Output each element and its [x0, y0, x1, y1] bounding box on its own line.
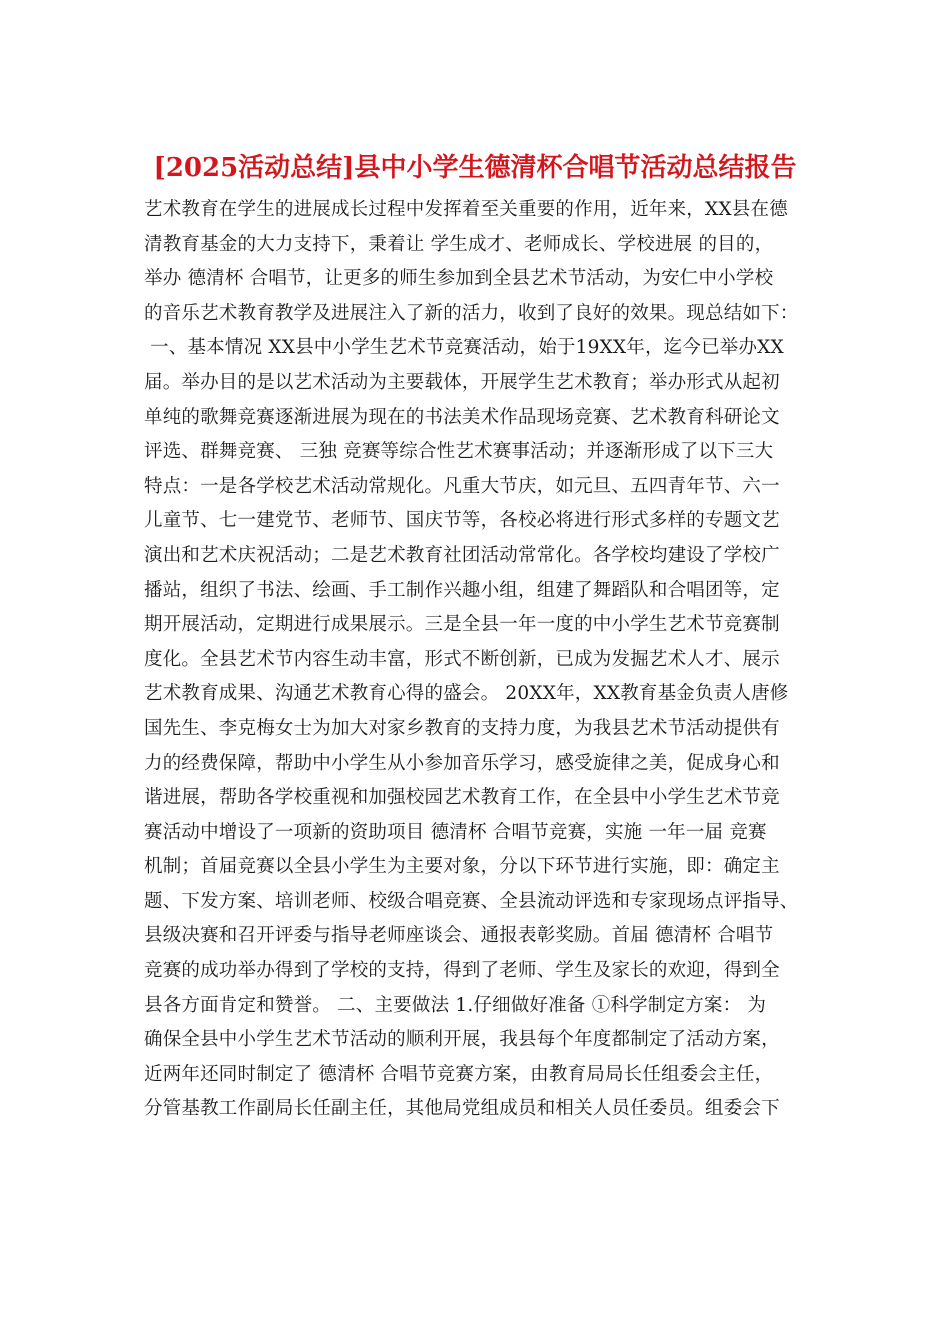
- body-line: 的音乐艺术教育教学及进展注入了新的活力，收到了良好的效果。现总结如下：: [144, 302, 799, 324]
- body-line: 竞赛的成功举办得到了学校的支持，得到了老师、学生及家长的欢迎，得到全: [144, 960, 780, 982]
- body-line: 分管基教工作副局长任副主任，其他局党组成员和相关人员任委员。组委会下: [144, 1098, 780, 1120]
- body-line: 艺术教育在学生的进展成长过程中发挥着至关重要的作用，近年来，XX县在德: [144, 199, 788, 220]
- document-body: [144, 193, 824, 1127]
- body-line: 举办 德清杯 合唱节，让更多的师生参加到全县艺术节活动，为安仁中小学校: [144, 268, 774, 290]
- body-line: 特点：一是各学校艺术活动常规化。凡重大节庆，如元旦、五四青年节、六一: [144, 475, 780, 497]
- body-line: 儿童节、七一建党节、老师节、国庆节等，各校必将进行形式多样的专题文艺: [144, 510, 780, 532]
- body-line: 演出和艺术庆祝活动；二是艺术教育社团活动常常化。各学校均建设了学校广: [144, 544, 780, 566]
- body-line: 县各方面肯定和赞誉。 二、主要做法 1.仔细做好准备 ①科学制定方案： 为: [144, 994, 767, 1016]
- body-line: 国先生、李克梅女士为加大对家乡教育的支持力度，为我县艺术节活动提供有: [144, 717, 780, 739]
- body-line: 清教育基金的大力支持下，秉着让 学生成才、老师成长、学校进展 的目的，: [144, 233, 774, 255]
- body-line: 艺术教育成果、沟通艺术教育心得的盛会。 20XX年，XX教育基金负责人唐修: [144, 683, 789, 705]
- body-line: 评选、群舞竞赛、 三独 竞赛等综合性艺术赛事活动；并逐渐形成了以下三大: [144, 441, 774, 463]
- body-line: 一、基本情况 XX县中小学生艺术节竞赛活动，始于19XX年，迄今已举办XX: [144, 337, 784, 359]
- body-line: 机制；首届竞赛以全县小学生为主要对象，分以下环节进行实施，即：确定主: [144, 856, 780, 878]
- body-line: 播站，组织了书法、绘画、手工制作兴趣小组，组建了舞蹈队和合唱团等，定: [144, 579, 780, 601]
- body-line: 近两年还同时制定了 德清杯 合唱节竞赛方案，由教育局局长任组委会主任，: [144, 1063, 774, 1085]
- document-title: [2025活动总结]县中小学生德清杯合唱节活动总结报告: [153, 153, 797, 183]
- body-line: 力的经费保障，帮助中小学生从小参加音乐学习，感受旋律之美，促成身心和: [144, 752, 780, 774]
- body-line: 赛活动中增设了一项新的资助项目 德清杯 合唱节竞赛，实施 一年一届 竞赛: [144, 821, 767, 843]
- body-line: 单纯的歌舞竞赛逐渐进展为现在的书法美术作品现场竞赛、艺术教育科研论文: [144, 406, 780, 428]
- body-line: 期开展活动，定期进行成果展示。三是全县一年一度的中小学生艺术节竞赛制: [144, 614, 780, 636]
- body-line: 县级决赛和召开评委与指导老师座谈会、通报表彰奖励。首届 德清杯 合唱节: [144, 925, 774, 947]
- body-line: 谐进展，帮助各学校重视和加强校园艺术教育工作，在全县中小学生艺术节竞: [144, 787, 780, 809]
- body-line: 届。举办目的是以艺术活动为主要载体，开展学生艺术教育；举办形式从起初: [144, 371, 780, 393]
- body-line: 确保全县中小学生艺术节活动的顺利开展，我县每个年度都制定了活动方案，: [144, 1029, 780, 1051]
- body-line: 题、下发方案、培训老师、校级合唱竞赛、全县流动评选和专家现场点评指导、: [144, 890, 799, 912]
- body-line: 度化。全县艺术节内容生动丰富，形式不断创新，已成为发掘艺术人才、展示: [144, 648, 780, 670]
